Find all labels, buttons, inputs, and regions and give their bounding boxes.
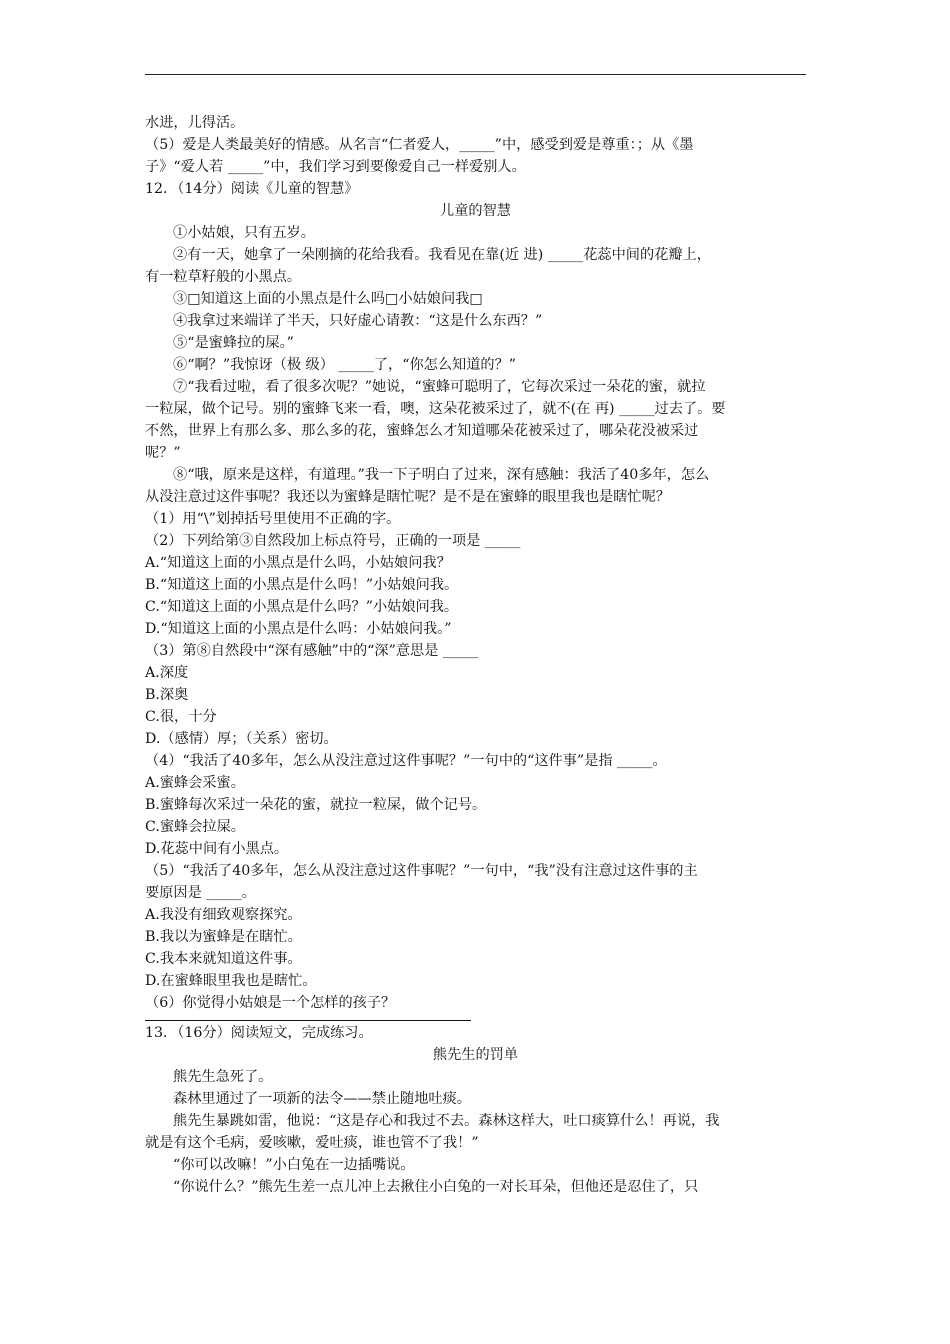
- text-line: D.（感情）厚；（关系）密切。: [145, 731, 338, 747]
- header-rule: [145, 74, 806, 75]
- text-line: ⑥“啊？”我惊讶（极 级） _____了，“你怎么知道的？”: [173, 357, 517, 373]
- document-body: [145, 112, 806, 1198]
- text-line: 熊先生暴跳如雷，他说：“这是存心和我过不去。森林这样大，吐口痰算什么！再说，我: [173, 1113, 720, 1129]
- text-line: ②有一天，她拿了一朵刚摘的花给我看。我看见在靠(近 进) _____花蕊中间的花瓣上，: [173, 247, 711, 263]
- text-line: 要原因是 _____。: [145, 885, 256, 901]
- text-line: （4）“我活了40多年，怎么从没注意过这件事呢？”一句中的“这件事”是指 _____。: [145, 753, 667, 769]
- text-line: 儿童的智慧: [440, 203, 511, 219]
- section-q11-q12: [145, 112, 806, 1014]
- text-line: D.“知道这上面的小黑点是什么吗：小姑娘问我。”: [145, 621, 452, 637]
- text-line: B.深奥: [145, 687, 189, 703]
- text-line: 不然，世界上有那么多、那么多的花，蜜蜂怎么才知道哪朵花被采过了，哪朵花没被采过: [145, 423, 699, 439]
- text-line: （1）用“\”划掉括号里使用不正确的字。: [145, 511, 401, 527]
- text-line: （5）“我活了40多年，怎么从没注意过这件事呢？”一句中，“我”没有注意过这件事的主: [145, 863, 698, 879]
- text-line: D.在蜜蜂眼里我也是瞎忙。: [145, 973, 317, 989]
- text-line: ⑧“哦，原来是这样，有道理。”我一下子明白了过来，深有感触：我活了40多年，怎么: [173, 467, 710, 483]
- text-line: A.“知道这上面的小黑点是什么吗，小姑娘问我？: [145, 555, 451, 571]
- text-line: C.我本来就知道这件事。: [145, 951, 302, 967]
- text-line: A.蜜蜂会采蜜。: [145, 775, 245, 791]
- text-line: 13．（16分）阅读短文，完成练习。: [145, 1025, 373, 1041]
- text-line: （6）你觉得小姑娘是一个怎样的孩子？: [145, 995, 396, 1011]
- text-line: 水进，儿得活。: [145, 115, 245, 131]
- text-line: ③□知道这上面的小黑点是什么吗□小姑娘问我□: [173, 291, 483, 307]
- text-line: 12．（14分）阅读《儿童的智慧》: [145, 181, 359, 197]
- text-line: 从没注意过这件事呢？我还以为蜜蜂是瞎忙呢？是不是在蜜蜂的眼里我也是瞎忙呢？: [145, 489, 670, 505]
- text-line: ④我拿过来端详了半天，只好虚心请教：“这是什么东西？”: [173, 313, 543, 329]
- text-line: （5）爱是人类最美好的情感。从名言“仁者爱人，_____”中，感受到爱是尊重：；从《墨: [145, 137, 694, 153]
- text-line: 子》“爱人若 _____”中，我们学习到要像爱自己一样爱别人。: [145, 159, 526, 175]
- text-line: D.花蕊中间有小黑点。: [145, 841, 289, 857]
- text-line: A.我没有细致观察探究。: [145, 907, 302, 923]
- text-line: 一粒屎，做个记号。别的蜜蜂飞来一看，噢，这朵花被采过了，就不(在 再) _____过去了。要: [145, 401, 726, 417]
- text-line: （2）下列给第③自然段加上标点符号，正确的一项是 _____: [145, 533, 521, 549]
- text-line: B.我以为蜜蜂是在瞎忙。: [145, 929, 302, 945]
- text-line: 熊先生急死了。: [173, 1069, 273, 1085]
- text-line: C.很，十分: [145, 709, 217, 725]
- text-line: B.蜜蜂每次采过一朵花的蜜，就拉一粒屎，做个记号。: [145, 797, 487, 813]
- text-line: C.蜜蜂会拉屎。: [145, 819, 245, 835]
- text-line: 森林里通过了一项新的法令——禁止随地吐痰。: [173, 1091, 471, 1107]
- text-line: 熊先生的罚单: [432, 1047, 519, 1063]
- text-line: （3）第⑧自然段中“深有感触”中的“深”意思是 _____: [145, 643, 479, 659]
- answer-line[interactable]: [145, 1020, 471, 1021]
- text-line: 有一粒草籽般的小黑点。: [145, 269, 302, 285]
- text-line: 呢？”: [145, 445, 181, 461]
- text-line: A.深度: [145, 665, 189, 681]
- text-line: ⑦“我看过啦，看了很多次呢？”她说，“蜜蜂可聪明了，它每次采过一朵花的蜜，就拉: [173, 379, 706, 395]
- text-line: B.“知道这上面的小黑点是什么吗！”小姑娘问我。: [145, 577, 459, 593]
- text-line: 就是有这个毛病，爱咳嗽，爱吐痰，谁也管不了我！”: [145, 1135, 479, 1151]
- section-q13: [145, 1022, 806, 1198]
- text-line: “你可以改嘛！”小白兔在一边插嘴说。: [173, 1157, 415, 1173]
- text-line: C.“知道这上面的小黑点是什么吗？”小姑娘问我。: [145, 599, 459, 615]
- text-line: ⑤“是蜜蜂拉的屎。”: [173, 335, 294, 351]
- text-line: “你说什么？”熊先生差一点儿冲上去揪住小白兔的一对长耳朵，但他还是忍住了，只: [173, 1179, 699, 1195]
- text-line: ①小姑娘，只有五岁。: [173, 225, 315, 241]
